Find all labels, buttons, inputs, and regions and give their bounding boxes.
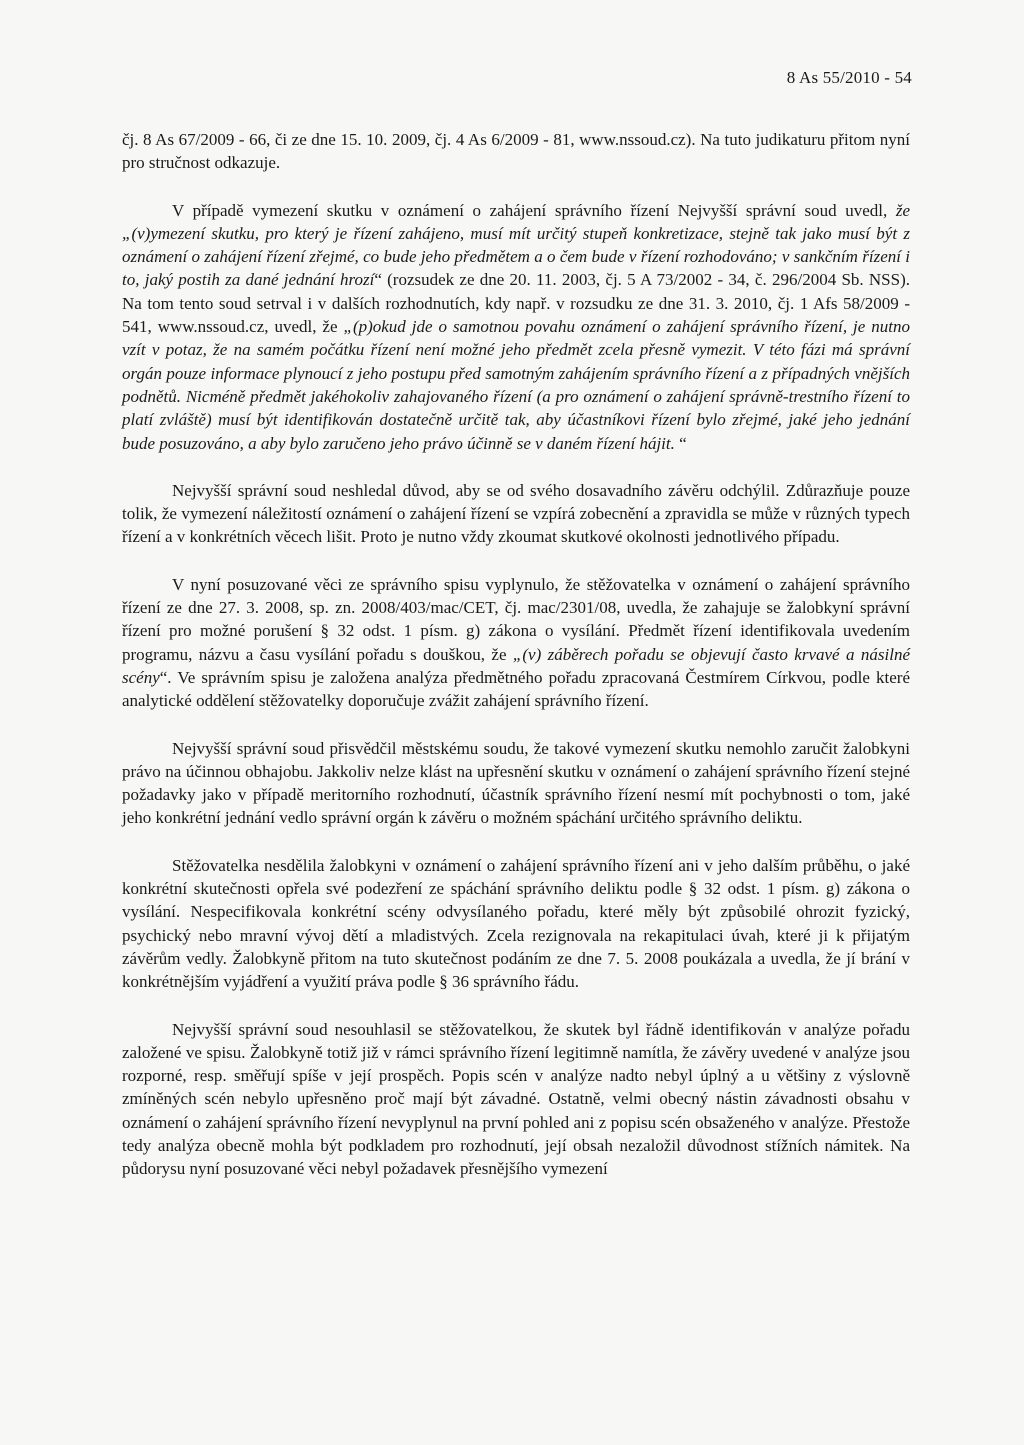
paragraph-3 (122, 573, 910, 713)
text-segment: Nejvyšší správní soud neshledal důvod, aby se od svého dosavadního závěru odchýlil. Zdůrazňuje pouze tolik, že vymezení náležitostí oznámení o zahájení řízení se vzpírá zobecnění a zpravidla se může v různých typech řízení a v konkrétních věcech lišit. Proto je nutno vždy zkoumat skutkové okolnosti jednotlivého případu. (122, 480, 910, 547)
text-segment: čj. 8 As 67/2009 - 66, či ze dne 15. 10. 2009, čj. 4 As 6/2009 - 81, www.nssoud.cz). Na tuto judikaturu přitom nyní pro stručnost odkazuje. (122, 130, 910, 173)
paragraph-1 (122, 199, 910, 455)
text-segment: Nejvyšší správní soud nesouhlasil se stěžovatelkou, že skutek byl řádně identifikován v analýze pořadu založené ve spisu. Žalobkyně totiž již v rámci správního řízení legitimně namítla, že závěry uvedené v analýze jsou rozporné, resp. směřují spíše v její prospěch. Popis scén v analýze nadto nebyl úplný a u většiny z výslovně zmíněných scén nebylo upřesněno proč mají být závadné. Ostatně, velmi obecný nástin závadnosti obsahu v oznámení o zahájení správního řízení nevyplynul na první pohled ani z popisu scén obsaženého v analýze. Přestože tedy analýza obecně mohla být podkladem pro rozhodnutí, její obsah nezaložil důvodnost stížních námitek. Na půdorysu nyní posuzované věci nebyl požadavek přesnějšího vymezení (122, 1019, 910, 1179)
paragraph-4 (122, 737, 910, 830)
text-segment: “. Ve správním spisu je založena analýza předmětného pořadu zpracovaná Čestmírem Církvou, podle které analytické oddělení stěžovatelky doporučuje zvážit zahájení správního řízení. (122, 667, 910, 711)
text-segment: Stěžovatelka nesdělila žalobkyni v oznámení o zahájení správního řízení ani v jeho dalším průběhu, o jaké konkrétní skutečnosti opřela své podezření ze spáchání správního deliktu podle § 32 odst. 1 písm. g) zákona o vysílání. Nespecifikovala konkrétní scény odvysílaného pořadu, které měly být způsobilé ohrozit fyzický, psychický nebo mravní vývoj dětí a mladistvých. Zcela rezignovala na rekapitulaci úvah, které ji k přijatým závěrům vedly. Žalobkyně přitom na tuto skutečnost podáním ze dne 7. 5. 2008 poukázala a uvedla, že jí brání v konkrétnějším vyjádření a využití práva podle § 36 správního řádu. (122, 855, 910, 992)
page-reference: 8 As 55/2010 - 54 (786, 68, 912, 87)
quoted-text: „(v) záběrech pořadu se objevují často krvavé a násilné scény (122, 644, 910, 687)
paragraph-2 (122, 479, 910, 549)
paragraph-5 (122, 854, 910, 994)
text-segment: V nyní posuzované věci ze správního spisu vyplynulo, že stěžovatelka v oznámení o zahájení správního řízení ze dne 27. 3. 2008, sp. zn. 2008/403/mac/CET, čj. mac/2301/08, uvedla, že zahajuje se žalobkyní správní řízení pro možné porušení § 32 odst. 1 písm. g) zákona o vysílání. Předmět řízení identifikovala uvedením programu, názvu a času vysílání pořadu s douškou, že (122, 574, 910, 664)
text-segment: V případě vymezení skutku v oznámení o zahájení správního řízení Nejvyšší správní soud uvedl, (172, 200, 896, 220)
text-segment: “ (rozsudek ze dne 20. 11. 2003, čj. 5 A 73/2002 - 34, č. 296/2004 Sb. NSS). Na tom tento soud setrval i v dalších rozhodnutích, kdy např. v rozsudku ze dne 31. 3. 2010, čj. 1 Afs 58/2009 - 541, www.nssoud.cz, uvedl, že (122, 270, 910, 337)
text-segment: Nejvyšší správní soud přisvědčil městskému soudu, že takové vymezení skutku nemohlo zaručit žalobkyni právo na účinnou obhajobu. Jakkoliv nelze klást na upřesnění skutku v oznámení o zahájení správního řízení stejné požadavky jako v případě meritorního rozhodnutí, účastník správního řízení nesmí mít pochybnosti o tom, jaké jeho konkrétní jednání vedlo správní orgán k závěru o možném spáchání určitého správního deliktu. (122, 738, 910, 828)
paragraph-6 (122, 1018, 910, 1181)
quoted-text: že „(v)ymezení skutku, pro který je řízení zahájeno, musí mít určitý stupeň konkretizace, stejně tak jako musí být z oznámení o zahájení řízení zřejmé, co bude jeho předmětem a o čem bude v řízení rozhodováno; v sankčním řízení i to, jaký postih za dané jednání hrozí (122, 200, 910, 290)
text-segment: “ (674, 433, 687, 453)
quoted-text: „(p)okud jde o samotnou povahu oznámení o zahájení správního řízení, je nutno vzít v potaz, že na samém počátku řízení není možné jeho předmět zcela přesně vymezit. V této fázi má správní orgán pouze informace plynoucí z jeho postupu před samotným zahájením správního řízení a z případných vnějších podnětů. Nicméně předmět jakéhokoliv zahajovaného řízení (a pro oznámení o zahájení správně-trestního řízení to platí zvláště) musí být identifikován dostatečně určitě tak, aby účastníkovi řízení bylo zřejmé, jaké jeho jednání bude posuzováno, a aby bylo zaručeno jeho právo účinně se v daném řízení hájit. (122, 317, 910, 453)
document-body (122, 128, 910, 1205)
paragraph-0 (122, 128, 910, 175)
